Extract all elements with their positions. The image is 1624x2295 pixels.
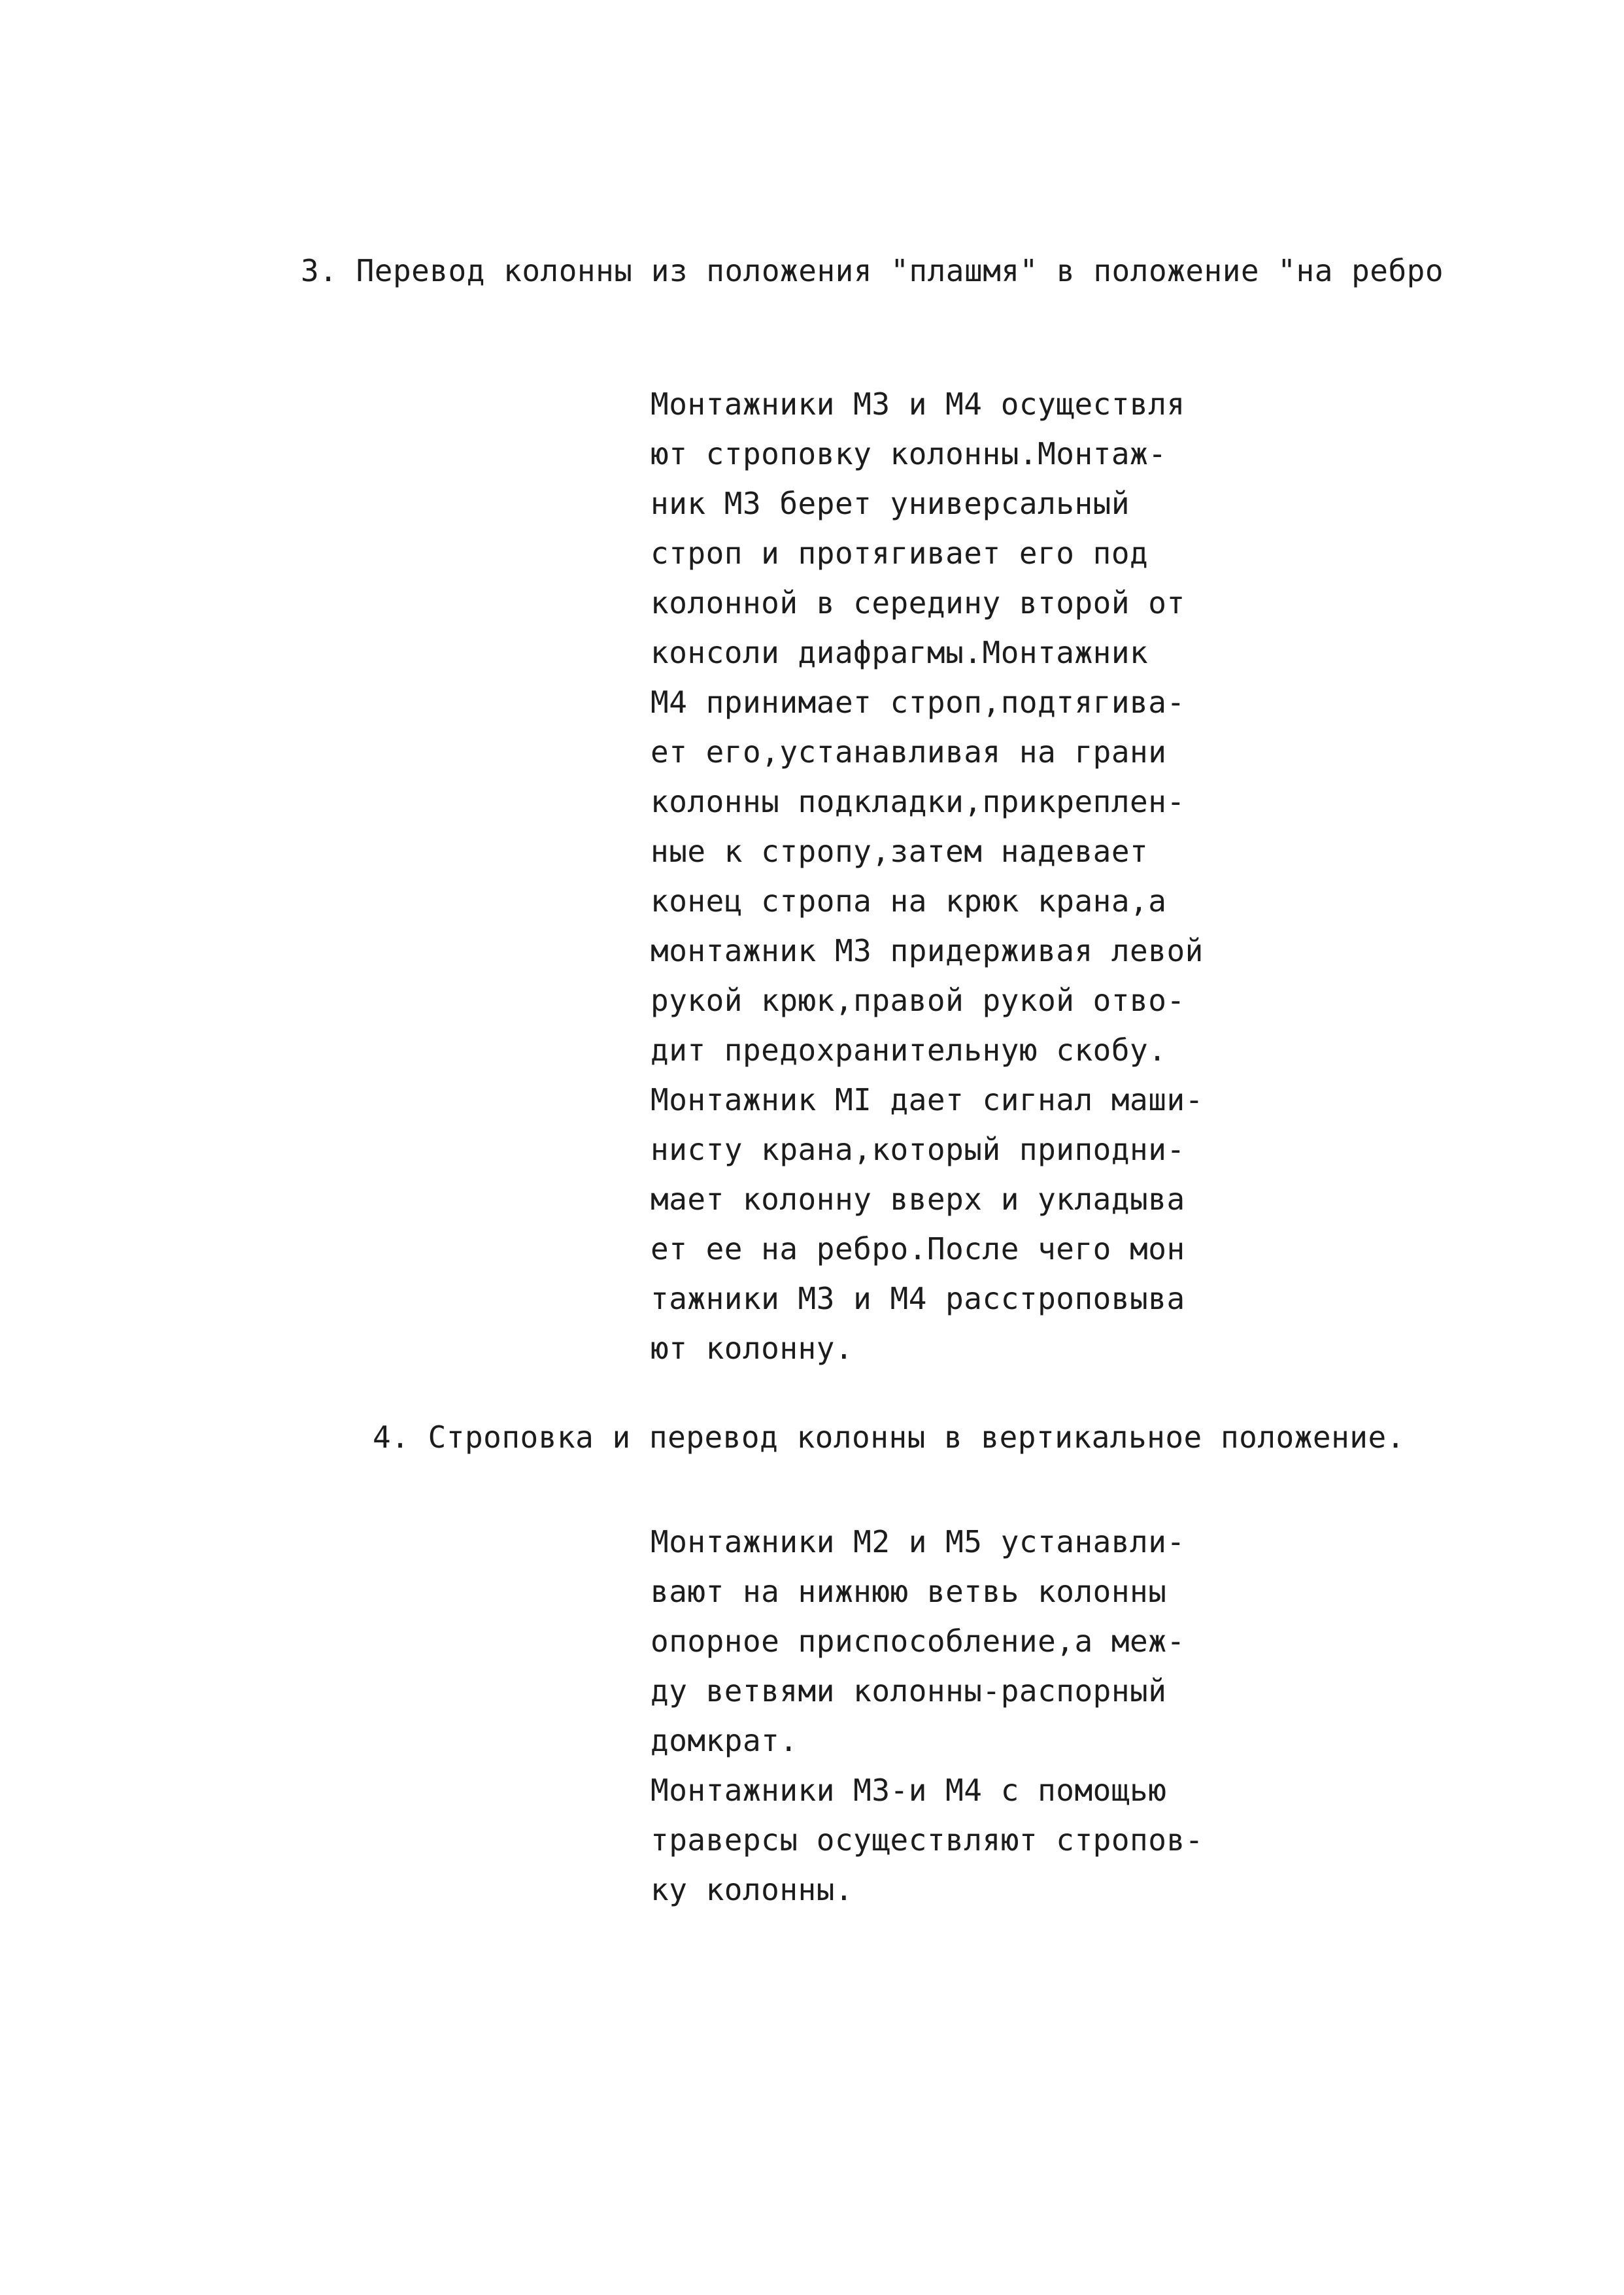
body-line: тажники МЗ и М4 расстроповыва bbox=[651, 1281, 1185, 1316]
section-4-body bbox=[651, 1517, 1304, 1914]
body-line: нисту крана,который приподни- bbox=[651, 1132, 1185, 1167]
body-line: консоли диафрагмы.Монтажник bbox=[651, 635, 1149, 670]
body-line: колонны подкладки,прикреплен- bbox=[651, 784, 1185, 819]
body-line: Монтажники М2 и М5 устанавли- bbox=[651, 1524, 1185, 1559]
body-line: ют строповку колонны.Монтаж- bbox=[651, 436, 1167, 471]
body-line: Монтажники МЗ и М4 осуществля bbox=[651, 386, 1185, 422]
body-line: ку колонны. bbox=[651, 1872, 854, 1907]
body-line: колонной в середину второй от bbox=[651, 585, 1185, 620]
body-line: ник МЗ берет универсальный bbox=[651, 486, 1130, 521]
body-line: Монтажники МЗ-и М4 с помощью bbox=[651, 1773, 1167, 1808]
body-line: домкрат. bbox=[651, 1723, 798, 1758]
section-3-body bbox=[651, 379, 1304, 1373]
section-4-heading: 4. Строповка и перевод колонны в вертикальное положение. bbox=[373, 1420, 1405, 1455]
body-line: строп и протягивает его под bbox=[651, 536, 1149, 571]
body-line: ют колонну. bbox=[651, 1331, 854, 1366]
body-line: мает колонну вверх и укладыва bbox=[651, 1182, 1185, 1217]
body-line: ду ветвями колонны-распорный bbox=[651, 1673, 1167, 1708]
body-line: монтажник МЗ придерживая левой bbox=[651, 933, 1204, 968]
body-line: М4 принимает строп,подтягива- bbox=[651, 685, 1185, 720]
body-line: рукой крюк,правой рукой отво- bbox=[651, 983, 1185, 1018]
body-line: дит предохранительную скобу. bbox=[651, 1032, 1167, 1068]
body-line: ные к стропу,затем надевает bbox=[651, 834, 1149, 869]
body-line: ет его,устанавливая на грани bbox=[651, 734, 1167, 770]
body-line: опорное приспособление,а меж- bbox=[651, 1624, 1185, 1659]
body-line: вают на нижнюю ветвь колонны bbox=[651, 1574, 1167, 1609]
body-line: ет ее на ребро.После чего мон bbox=[651, 1231, 1185, 1266]
section-3-heading: 3. Перевод колонны из положения "плашмя" в положение "на ребро bbox=[301, 253, 1444, 288]
body-line: траверсы осуществляют стропов- bbox=[651, 1822, 1204, 1858]
body-line: конец стропа на крюк крана,а bbox=[651, 883, 1167, 919]
body-line: Монтажник МI дает сигнал маши- bbox=[651, 1082, 1204, 1117]
